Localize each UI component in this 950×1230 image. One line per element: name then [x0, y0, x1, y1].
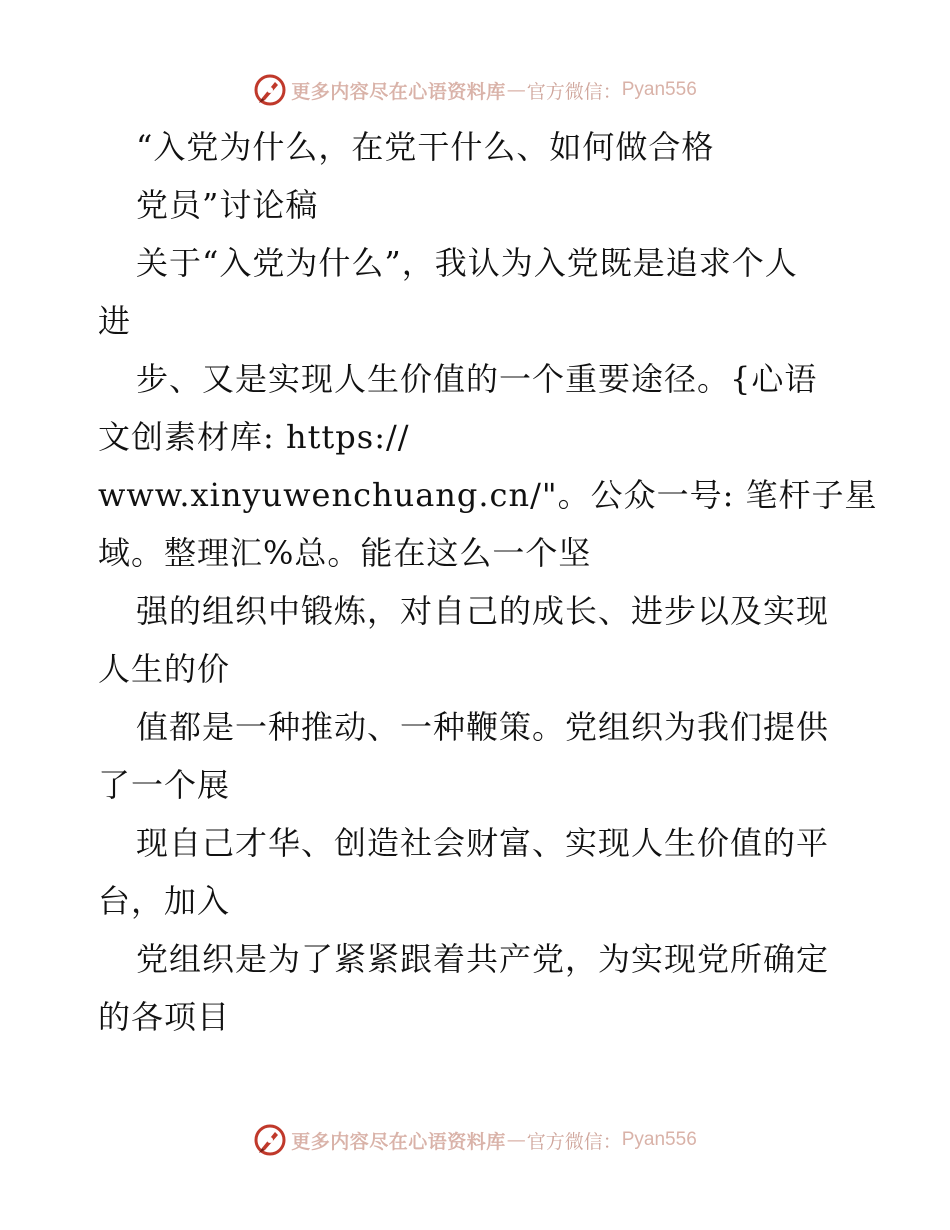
banner-separator: —	[506, 1129, 526, 1151]
paragraph-line: 关于“入党为什么”，我认为入党既是追求个人	[136, 244, 798, 282]
paragraph-line: 人生的价	[98, 650, 231, 688]
banner-wechat-label: 官方微信：	[526, 1130, 622, 1153]
banner-site-text: 更多内容尽在心语资料库	[291, 1130, 506, 1153]
paragraph-line: www.xinyuwenchuang.cn/"。公众一号: 笔杆子星	[98, 476, 878, 514]
paragraph-line: 现自己才华、创造社会财富、实现人生价值的平	[136, 824, 830, 862]
paragraph-line: 党组织是为了紧紧跟着共产党，为实现党所确定	[136, 940, 830, 978]
banner-separator: —	[506, 79, 526, 101]
paragraph-line: 步、又是实现人生价值的一个重要途径。{心语	[136, 360, 818, 398]
paragraph-line: 的各项目	[98, 998, 231, 1036]
banner-wechat-id: Pyan556	[621, 79, 697, 100]
quill-pen-circle-icon	[253, 1123, 287, 1157]
paragraph-line: 台，加入	[98, 882, 231, 920]
document-title-line-2: 党员”讨论稿	[136, 186, 319, 224]
footer-banner	[0, 1120, 950, 1160]
banner-wechat-id: Pyan556	[621, 1129, 697, 1150]
paragraph-line: 值都是一种推动、一种鞭策。党组织为我们提供	[136, 708, 830, 746]
paragraph-line: 域。整理汇%总。能在这么一个坚	[98, 534, 592, 572]
paragraph-line: 了一个展	[98, 766, 231, 804]
banner-wechat-label: 官方微信：	[526, 80, 622, 103]
document-title-line-1: “入党为什么，在党干什么、如何做合格	[136, 128, 715, 166]
header-banner	[0, 70, 950, 110]
paragraph-line: 文创素材库: https://	[98, 418, 410, 456]
quill-pen-circle-icon	[253, 73, 287, 107]
paragraph-line: 强的组织中锻炼，对自己的成长、进步以及实现	[136, 592, 830, 630]
paragraph-line: 进	[98, 302, 132, 340]
banner-site-text: 更多内容尽在心语资料库	[291, 80, 506, 103]
